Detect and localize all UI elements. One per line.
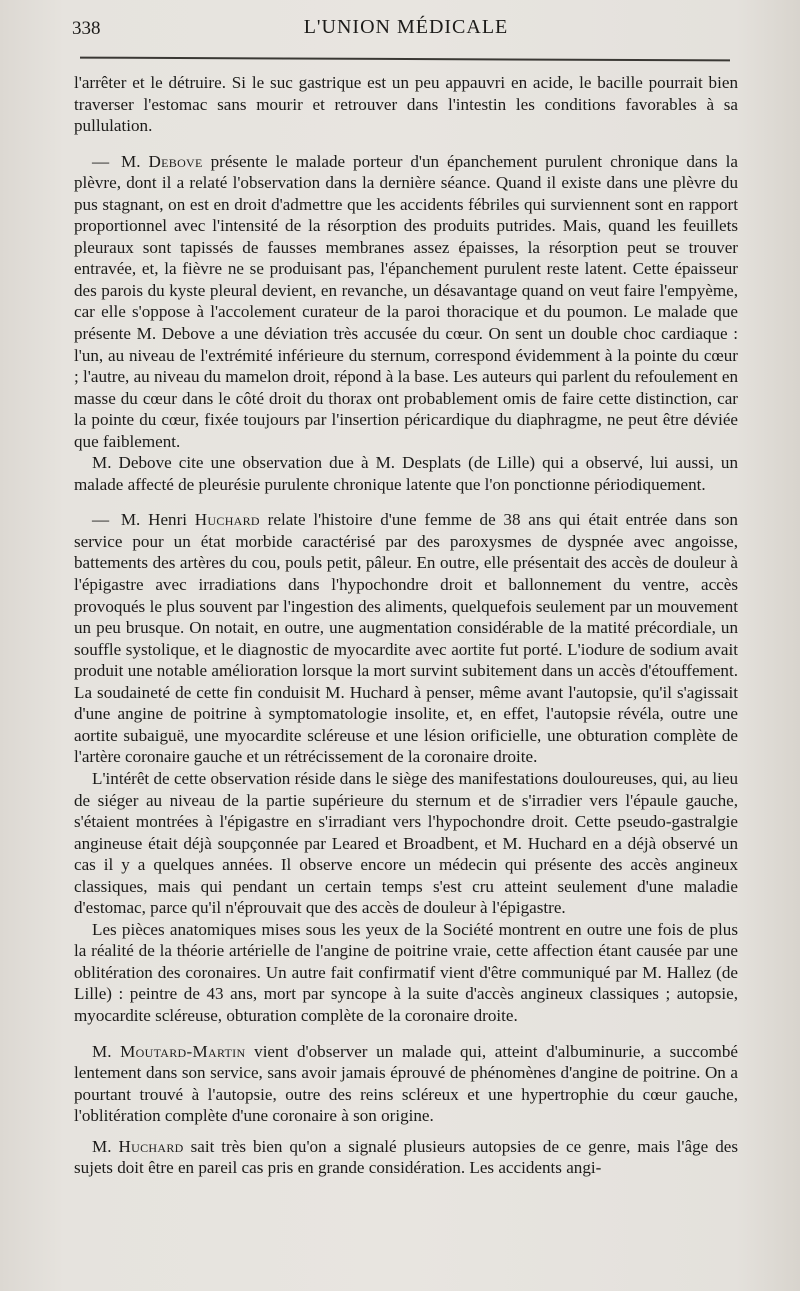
article-body xyxy=(74,72,738,1179)
paragraph-debove-desplats xyxy=(74,452,738,495)
paragraph-text: L'intérêt de cette observation réside dans le siège des manifestations douloureuses, qui, au lieu de siéger au niveau de la partie supérieure du sternum et de s'irradier vers l'épaule gauche, s'étaient montrées à l'épigastre en s'irradiant vers l'hypochondre droit. Cette pseudo-gastralgie angineuse était déjà soupçonnée par Leared et Broadbent, et M. Huchard en a déjà observé un cas il y a quelques années. Il observe encore un médecin qui présente des accès angineux classiques, mais qui pendant un certain temps s'est cru atteint seulement d'une maladie d'estomac, parce qu'il n'éprouvait que des accès de douleur à l'épigastre. xyxy=(74,768,738,918)
speaker-name: Moutard-Martin xyxy=(120,1041,246,1061)
paragraph-text: Les pièces anatomiques mises sous les yeux de la Société montrent en outre une fois de plus la réalité de la théorie artérielle de l'angine de poitrine vraie, cette affection étant causée par une oblitération des coronaires. Un autre fait confirmatif vient d'être communiqué par M. Hallez (de Lille) : peintre de 43 ans, mort par syncope à la suite d'accès angineux classiques ; autopsie, myocardite scléreuse, obturation complète de la coronaire droite. xyxy=(74,919,738,1025)
speaker-name: Huchard xyxy=(118,1136,184,1156)
page-number: 338 xyxy=(72,18,101,39)
paragraph-text: sait très bien qu'on a signalé plusieurs autopsies de ce genre, mais l'âge des sujets doit être en pareil cas pris en grande considération. Les accidents angi- xyxy=(74,1136,738,1178)
paragraph-debove-presentation xyxy=(74,151,738,453)
speaker-prefix: M. Henri xyxy=(120,510,188,530)
paragraph-text: M. Debove cite une observation due à M. Desplats (de Lille) qui a observé, lui aussi, un malade affecté de pleurésie purulente chronique latente que l'on ponctionne périodiquement. xyxy=(74,453,738,494)
paragraph-text: l'arrêter et le détruire. Si le suc gastrique est un peu appauvri en acide, le bacille pourrait bien traverser l'estomac sans mourir et retrouver dans l'intestin les conditions favorables à sa pullulation. xyxy=(74,73,738,136)
paragraph-huchard-reply xyxy=(74,1136,738,1179)
speaker-prefix: M. xyxy=(92,1136,112,1156)
paragraph-dash: — xyxy=(92,510,110,530)
running-title: L'UNION MÉDICALE xyxy=(303,16,509,38)
page-header xyxy=(74,14,738,48)
speaker-prefix: M. xyxy=(92,1041,112,1061)
header-rule xyxy=(80,57,730,62)
paragraph-huchard-observation xyxy=(74,509,738,768)
paragraph-moutard-martin xyxy=(74,1041,738,1127)
paragraph-pieces-anatomiques xyxy=(74,919,738,1027)
paragraph-bacille xyxy=(74,72,738,137)
speaker-prefix: M. xyxy=(121,151,141,171)
paragraph-text: relate l'histoire d'une femme de 38 ans qui était entrée dans son service pour un état morbide caractérisé par des paroxysmes de dyspnée avec angoisse, battements des artères du cou, pouls petit, pâleur. En outre, elle présentait des accès de douleur à l'épigastre avec irradiations dans l'hypochondre droit et ballonnement du ventre, accès provoqués le plus souvent par l'ingestion des aliments, quelquefois seulement par un mouvement un peu brusque. On notait, en outre, une augmentation considérable de la matité précordiale, un souffle systolique, et le diagnostic de myocardite avec aortite fut porté. L'iodure de sodium avait produit une notable amélioration lorsque la mort survint subitement dans un accès d'étouffement. La soudaineté de cette fin conduisit M. Huchard à penser, même avant l'autopsie, qu'il s'agissait d'une angine de poitrine à symptomatologie insolite, et, en effet, l'autopsie révéla, outre une aortite subaiguë, une myocardite scléreuse et une lésion orificielle, une obturation complète de l'artère coronaire gauche et un rétrécissement de la coronaire droite. xyxy=(74,510,738,767)
speaker-name: Huchard xyxy=(194,510,260,530)
paragraph-interet xyxy=(74,768,738,919)
paragraph-text: présente le malade porteur d'un épanchement purulent chronique dans la plèvre, dont il a relaté l'observation dans la dernière séance. Quand il existe dans une plèvre du pus stagnant, on est en droit d'admettre que les accidents fébriles qui surviennent sont en rapport proportionnel avec l'intensité de la résorption des produits putrides. Mais, quand les feuillets pleuraux sont tapissés de fausses membranes assez épaisses, la résorption peut se trouver entravée, et, la fièvre ne se produisant pas, l'épanchement purulent reste latent. Cette épaisseur des parois du kyste pleural devient, en revanche, un désavantage quand on veut faire l'empyème, car elle s'oppose à l'accolement curateur de la paroi thoracique et du poumon. Le malade que présente M. Debove a une déviation très accusée du cœur. On sent un double choc cardiaque : l'un, au niveau de l'extrémité inférieure du sternum, correspond évidemment à la pointe du cœur ; l'autre, au niveau du mamelon droit, répond à la base. Les auteurs qui parlent du refoulement en masse du cœur dans le côté droit du thorax ont probablement omis de faire cette distinction, car la pointe du cœur, fixée toujours par l'insertion péricardique du diaphragme, ne peut être déviée que faiblement. xyxy=(74,151,738,451)
paragraph-text: vient d'observer un malade qui, atteint d'albuminurie, a succombé lentement dans son service, sans avoir jamais éprouvé de phénomènes d'angine de poitrine. On a pourtant trouvé à l'autopsie, outre des reins scléreux et une hypertrophie du cœur gauche, l'oblitération complète d'une coronaire à son origine. xyxy=(74,1041,738,1126)
speaker-name: Debove xyxy=(148,151,203,171)
paragraph-dash: — xyxy=(92,151,110,171)
